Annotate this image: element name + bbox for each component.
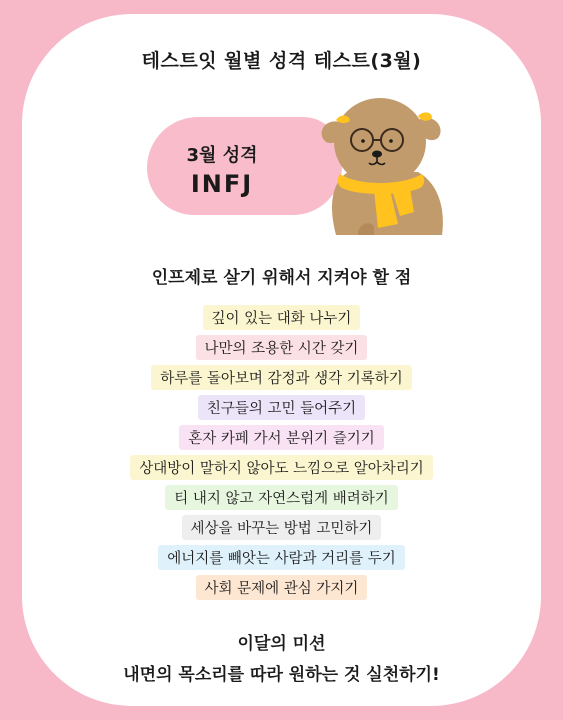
- tip-text: 나만의 조용한 시간 갖기: [196, 335, 368, 360]
- tip-text: 깊이 있는 대화 나누기: [203, 305, 361, 330]
- tip-text: 혼자 카페 가서 분위기 즐기기: [179, 425, 384, 450]
- tip-text: 상대방이 말하지 않아도 느낌으로 알아차리기: [130, 455, 433, 480]
- section-title: 인프제로 살기 위해서 지켜야 할 점: [151, 268, 412, 288]
- tips-list: [0, 302, 563, 602]
- tip-text: 친구들의 고민 들어주기: [198, 395, 365, 420]
- list-item: [0, 512, 563, 542]
- list-item: [0, 392, 563, 422]
- list-item: [0, 542, 563, 572]
- mission-text: 내면의 목소리를 따라 원하는 것 실천하기!: [123, 665, 440, 685]
- dog-nose: [372, 151, 382, 158]
- mission-title: 이달의 미션: [237, 634, 326, 654]
- personality-type: INFJ: [190, 170, 254, 198]
- dog-illustration: [318, 90, 448, 235]
- list-item: [0, 422, 563, 452]
- list-item: [0, 302, 563, 332]
- page-title: 테스트잇 월별 성격 테스트(3월): [141, 50, 422, 72]
- tip-text: 세상을 바꾸는 방법 고민하기: [182, 515, 382, 540]
- tip-text: 티 내지 않고 자연스럽게 배려하기: [165, 485, 398, 510]
- list-item: [0, 332, 563, 362]
- hero-section: [0, 0, 563, 240]
- list-item: [0, 362, 563, 392]
- month-label: 3월 성격: [186, 145, 258, 166]
- dog-head: [334, 98, 426, 186]
- tip-text: 사회 문제에 관심 가지기: [196, 575, 368, 600]
- list-item: [0, 452, 563, 482]
- list-item: [0, 572, 563, 602]
- tip-text: 하루를 돌아보며 감정과 생각 기록하기: [151, 365, 412, 390]
- list-item: [0, 482, 563, 512]
- tip-text: 에너지를 빼앗는 사람과 거리를 두기: [158, 545, 405, 570]
